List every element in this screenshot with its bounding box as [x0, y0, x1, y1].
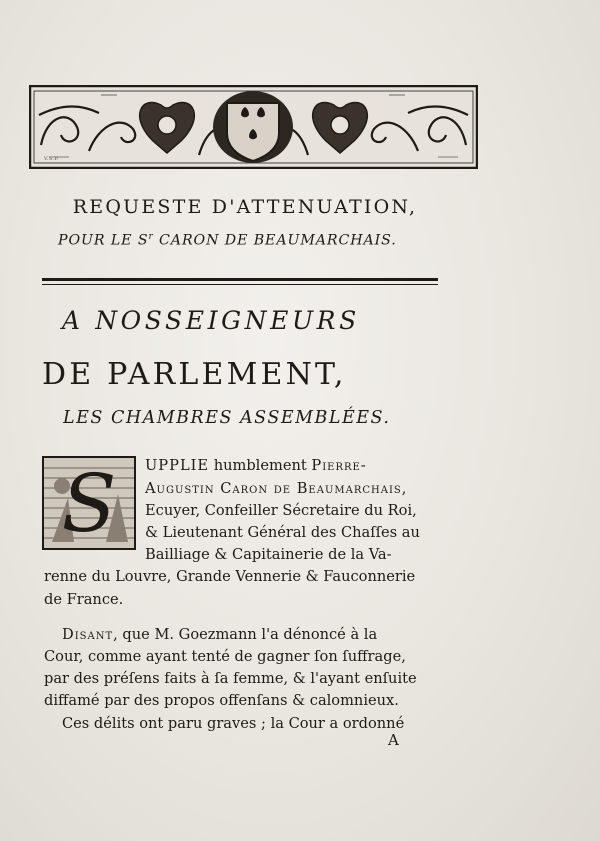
body-line-3: par des préſens faits à ſa femme, & l'ayant enſuite	[44, 670, 417, 687]
petition-line-4: & Lieutenant Général des Chaſſes au	[145, 524, 420, 541]
body-line-2: Cour, comme ayant tenté de gagner ſon ſuffrage,	[44, 648, 406, 665]
petition-first-word: UPPLIE	[145, 457, 210, 474]
dropcap-letter: S	[61, 457, 117, 550]
subtitle-prefix: POUR LE S	[58, 232, 149, 249]
petition-line-6: renne du Louvre, Grande Vennerie & Fauconnerie	[44, 568, 416, 585]
subtitle-suffix: CARON DE BEAUMARCHAIS.	[153, 232, 397, 249]
address-line-3: LES CHAMBRES ASSEMBLÉES.	[63, 408, 391, 428]
address-line-1: A NOSSEIGNEURS	[62, 306, 360, 335]
petition-line-5: Bailliage & Capitainerie de la Va-	[145, 546, 392, 563]
petition-line-2	[145, 478, 406, 500]
subtitle-superscript: r	[148, 232, 154, 242]
petition-name-part-2: Augustin Caron de Beaumarchais	[145, 480, 402, 497]
fleur-de-lis-headpiece-icon	[29, 85, 478, 169]
document-subtitle	[58, 232, 438, 249]
body-line-1-rest: , que M. Goezmann l'a dénoncé à la	[113, 626, 378, 643]
catchword: A	[388, 731, 399, 749]
petition-line-7: de France.	[44, 591, 124, 608]
address-line-2: DE PARLEMENT,	[42, 357, 347, 392]
engraver-signature: V.S.P.	[44, 156, 59, 162]
body-line-5: Ces délits ont paru graves ; la Cour a ordonné	[62, 715, 405, 732]
document-title: REQUESTE D'ATTENUATION,	[72, 196, 418, 218]
petition-line-1-rest: humblement	[209, 457, 312, 474]
title-rule-thin	[42, 284, 438, 285]
petition-line-2-rest: ,	[401, 480, 407, 497]
petition-line-1	[145, 455, 440, 477]
petition-name-part-1: Pierre-	[311, 457, 367, 474]
body-first-word: Disant	[62, 626, 114, 643]
title-rule	[42, 278, 438, 281]
body-line-1	[62, 624, 377, 646]
body-line-4: diffamé par des propos offenſans & calomnieux.	[44, 692, 399, 709]
petition-line-3: Ecuyer, Confeiller Sécretaire du Roi,	[145, 502, 417, 519]
ornamental-dropcap	[42, 456, 136, 550]
